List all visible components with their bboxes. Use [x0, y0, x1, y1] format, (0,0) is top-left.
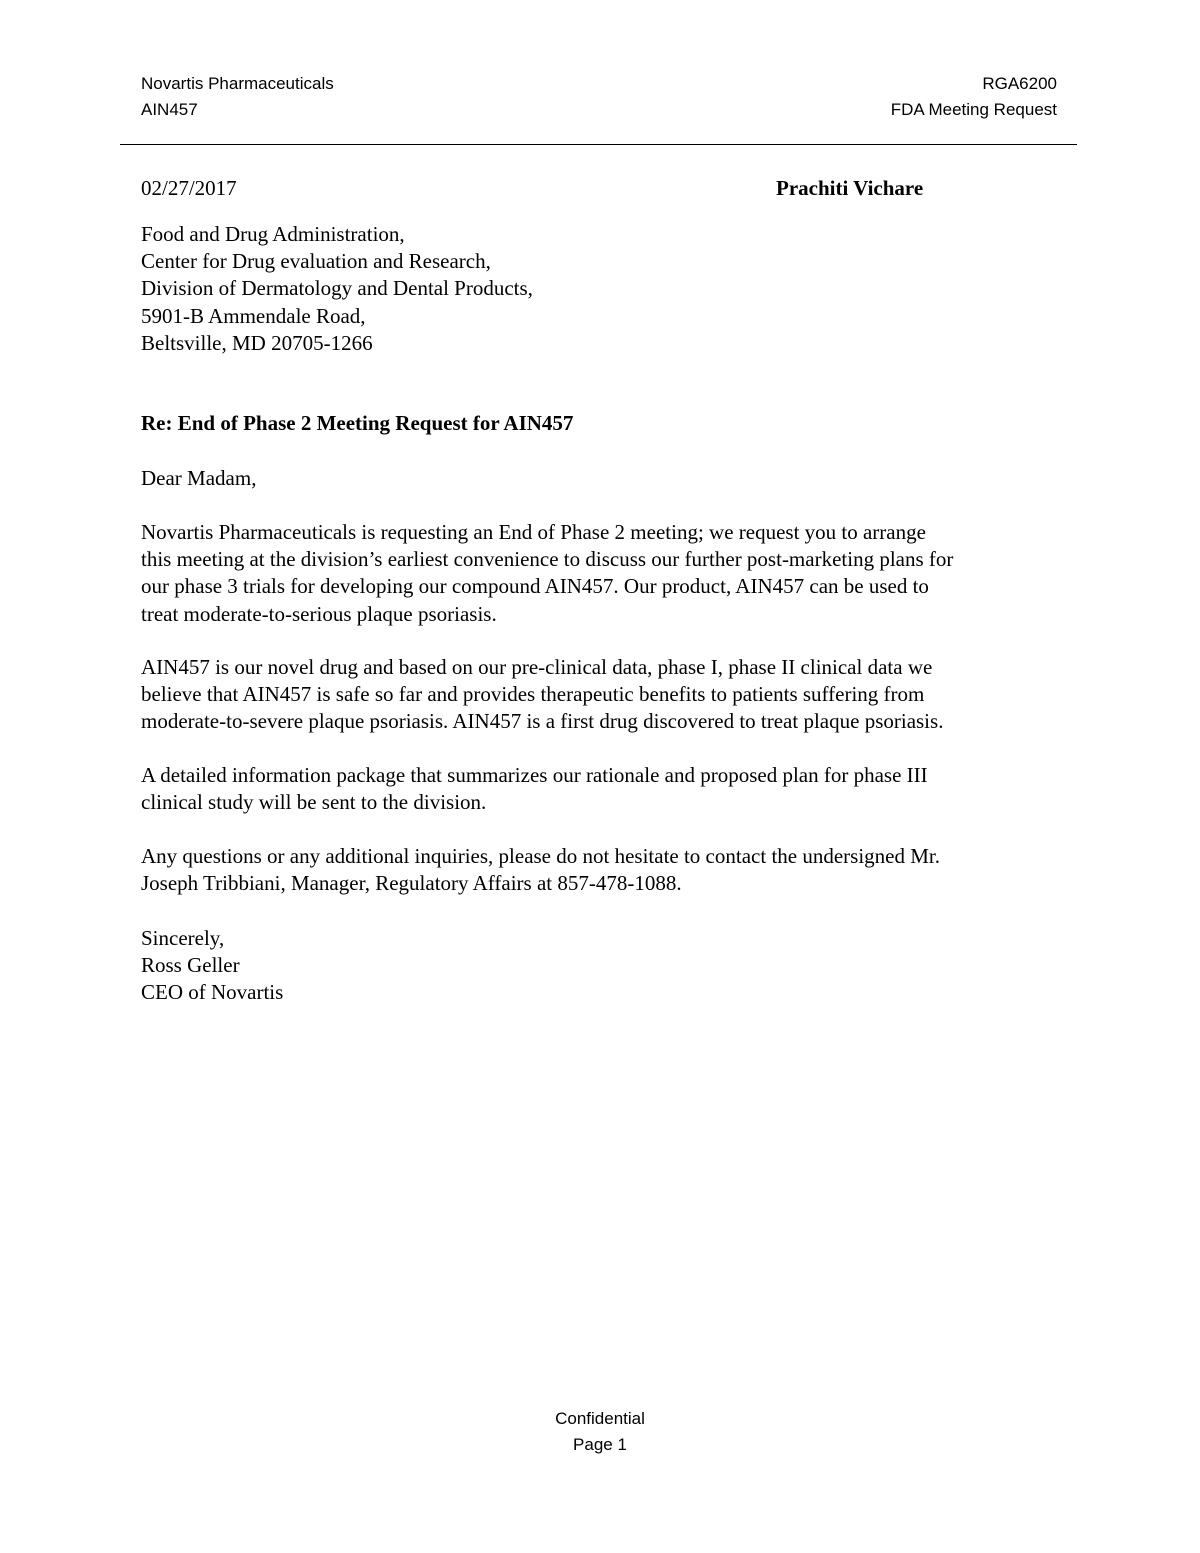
header-left	[141, 71, 334, 123]
body-paragraph	[141, 654, 1061, 736]
paragraph-line: treat moderate-to-serious plaque psoriasis.	[141, 601, 497, 626]
letter-subject: Re: End of Phase 2 Meeting Request for AIN457	[141, 411, 574, 435]
body-paragraph	[141, 843, 1061, 897]
page-number: Page 1	[573, 1435, 627, 1454]
header-company: Novartis Pharmaceuticals	[141, 74, 334, 93]
paragraph-line: Novartis Pharmaceuticals is requesting an End of Phase 2 meeting; we request you to arrange	[141, 520, 926, 544]
signer-title: CEO of Novartis	[141, 980, 284, 1005]
body-paragraph	[141, 519, 1061, 628]
header-course-code: RGA6200	[982, 74, 1057, 93]
address-line: Division of Dermatology and Dental Products,	[141, 276, 533, 301]
body-paragraph	[141, 762, 1061, 816]
paragraph-line: A detailed information package that summarizes our rationale and proposed plan for phase III	[141, 763, 928, 787]
paragraph-line: Joseph Tribbiani, Manager, Regulatory Affairs at 857-478-1088.	[141, 871, 682, 896]
recipient-address	[141, 221, 533, 357]
paragraph-line: clinical study will be sent to the division.	[141, 790, 487, 815]
paragraph-line: Any questions or any additional inquiries, please do not hesitate to contact the undersigned Mr.	[141, 844, 940, 868]
letter-date: 02/27/2017	[141, 176, 237, 200]
footer-confidential: Confidential	[555, 1409, 645, 1428]
header-right	[891, 71, 1057, 123]
paragraph-line: this meeting at the division’s earliest convenience to discuss our further post-marketing plans for	[141, 547, 954, 572]
address-line: Center for Drug evaluation and Research,	[141, 249, 491, 274]
paragraph-line: AIN457 is our novel drug and based on our pre-clinical data, phase I, phase II clinical data we	[141, 655, 933, 679]
letter-closing	[141, 925, 283, 1007]
signer-name: Ross Geller	[141, 953, 240, 978]
paragraph-line: believe that AIN457 is safe so far and provides therapeutic benefits to patients suffering from	[141, 682, 925, 707]
header-divider	[120, 144, 1077, 145]
header-document-title: FDA Meeting Request	[890, 100, 1057, 119]
paragraph-line: our phase 3 trials for developing our compound AIN457. Our product, AIN457 can be used to	[141, 574, 929, 599]
page-footer	[0, 1406, 1200, 1458]
address-line: 5901-B Ammendale Road,	[141, 303, 366, 328]
paragraph-line: moderate-to-severe plaque psoriasis. AIN457 is a first drug discovered to treat plaque psoriasis.	[141, 709, 944, 734]
letter-author: Prachiti Vichare	[776, 176, 924, 200]
address-line: Food and Drug Administration,	[141, 222, 405, 246]
address-line: Beltsville, MD 20705-1266	[141, 330, 373, 355]
letter-salutation: Dear Madam,	[141, 466, 257, 490]
header-product: AIN457	[141, 100, 198, 119]
closing-valediction: Sincerely,	[141, 926, 225, 950]
